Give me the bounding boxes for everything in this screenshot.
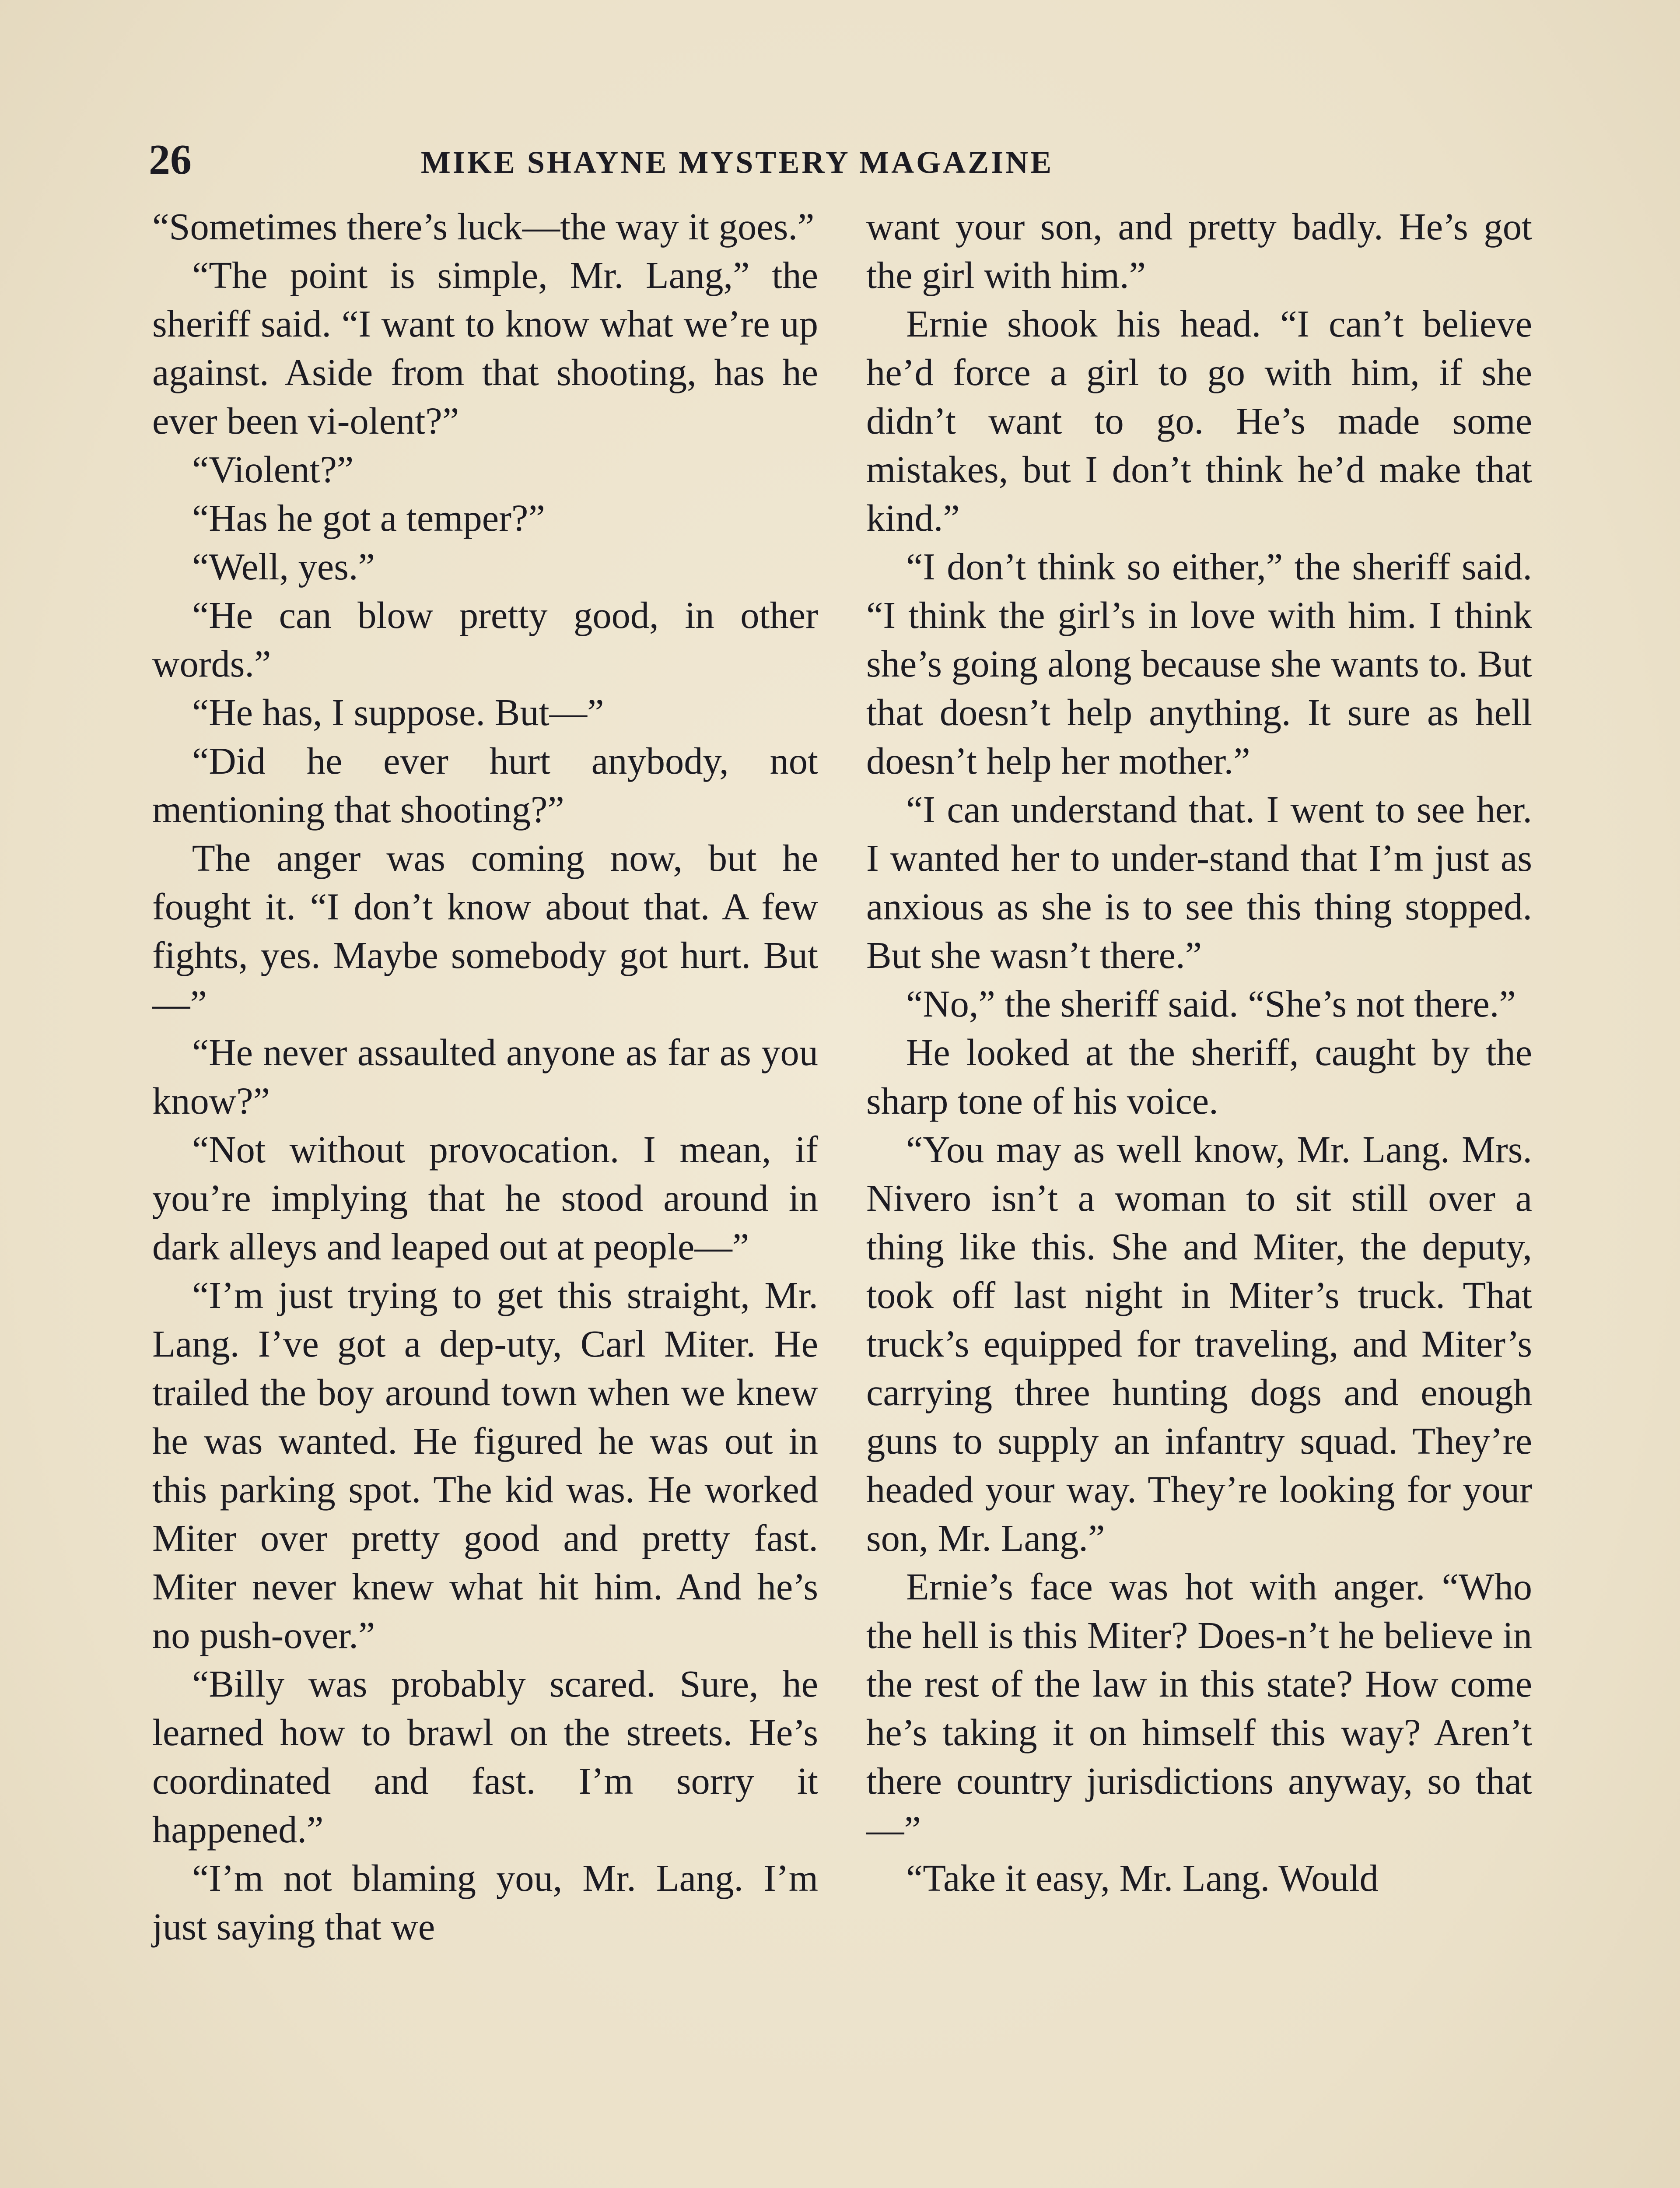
page-number: 26	[149, 136, 192, 183]
paragraph: “I’m just trying to get this straight, Mr. Lang. I’ve got a dep-uty, Carl Miter. He trailed the boy around town when we knew he was wanted. He figured he was out in this parking spot. The kid was. He worked Miter over pretty good and pretty fast. Miter never knew what hit him. And he’s no push-over.”	[152, 1274, 818, 1656]
paragraph: “Did he ever hurt anybody, not mentioning that shooting?”	[152, 740, 818, 831]
text-column-left	[152, 203, 818, 1951]
paragraph: He looked at the sheriff, caught by the sharp tone of his voice.	[866, 1031, 1532, 1122]
paragraph: “I’m not blaming you, Mr. Lang. I’m just saying that we	[152, 1857, 818, 1948]
paragraph: “I can understand that. I went to see her. I wanted her to under-stand that I’m just as anxious as she is to see this thing stopped. But she wasn’t there.”	[866, 789, 1532, 976]
text-column-right	[866, 203, 1532, 1903]
paragraph: “He never assaulted anyone as far as you know?”	[152, 1031, 818, 1122]
paragraph: “Not without provocation. I mean, if you’re implying that he stood around in dark alleys and leaped out at people—”	[152, 1129, 818, 1268]
paragraph: “No,” the sheriff said. “She’s not there.”	[906, 983, 1516, 1025]
paragraph: “He can blow pretty good, in other words.”	[152, 594, 818, 685]
paragraph: want your son, and pretty badly. He’s got the girl with him.”	[866, 206, 1532, 296]
paragraph: The anger was coming now, but he fought it. “I don’t know about that. A few fights, yes. Maybe somebody got hurt. But—”	[152, 837, 818, 1025]
paragraph: “Sometimes there’s luck—the way it goes.”	[152, 206, 815, 248]
paragraph: “He has, I suppose. But—”	[192, 691, 604, 733]
page-header	[149, 131, 1190, 197]
paragraph: “I don’t think so either,” the sheriff said. “I think the girl’s in love with him. I think she’s going along because she wants to. But that doesn’t help anything. It sure as hell doesn’t help her mother.”	[866, 546, 1532, 782]
paragraph: “Violent?”	[192, 449, 354, 491]
paragraph: “Has he got a temper?”	[192, 497, 545, 539]
running-title: MIKE SHAYNE MYSTERY MAGAZINE	[420, 145, 1054, 180]
paragraph: Ernie shook his head. “I can’t believe he’d force a girl to go with him, if she didn’t want to go. He’s made some mistakes, but I don’t think he’d make that kind.”	[866, 303, 1532, 539]
paragraph: “Billy was probably scared. Sure, he learned how to brawl on the streets. He’s coordinated and fast. I’m sorry it happened.”	[152, 1663, 818, 1851]
paragraph: “The point is simple, Mr. Lang,” the sheriff said. “I want to know what we’re up against. Aside from that shooting, has he ever been vi-olent?”	[152, 254, 818, 442]
paragraph: Ernie’s face was hot with anger. “Who the hell is this Miter? Does-n’t he believe in the rest of the law in this state? How come he’s taking it on himself this way? Aren’t there country jurisdictions anyway, so that—”	[866, 1566, 1532, 1851]
paragraph: “Take it easy, Mr. Lang. Would	[906, 1857, 1379, 1899]
paragraph: “Well, yes.”	[192, 546, 375, 588]
paragraph: “You may as well know, Mr. Lang. Mrs. Nivero isn’t a woman to sit still over a thing like this. She and Miter, the deputy, took off last night in Miter’s truck. That truck’s equipped for traveling, and Miter’s carrying three hunting dogs and enough guns to supply an infantry squad. They’re headed your way. They’re looking for your son, Mr. Lang.”	[866, 1129, 1532, 1559]
